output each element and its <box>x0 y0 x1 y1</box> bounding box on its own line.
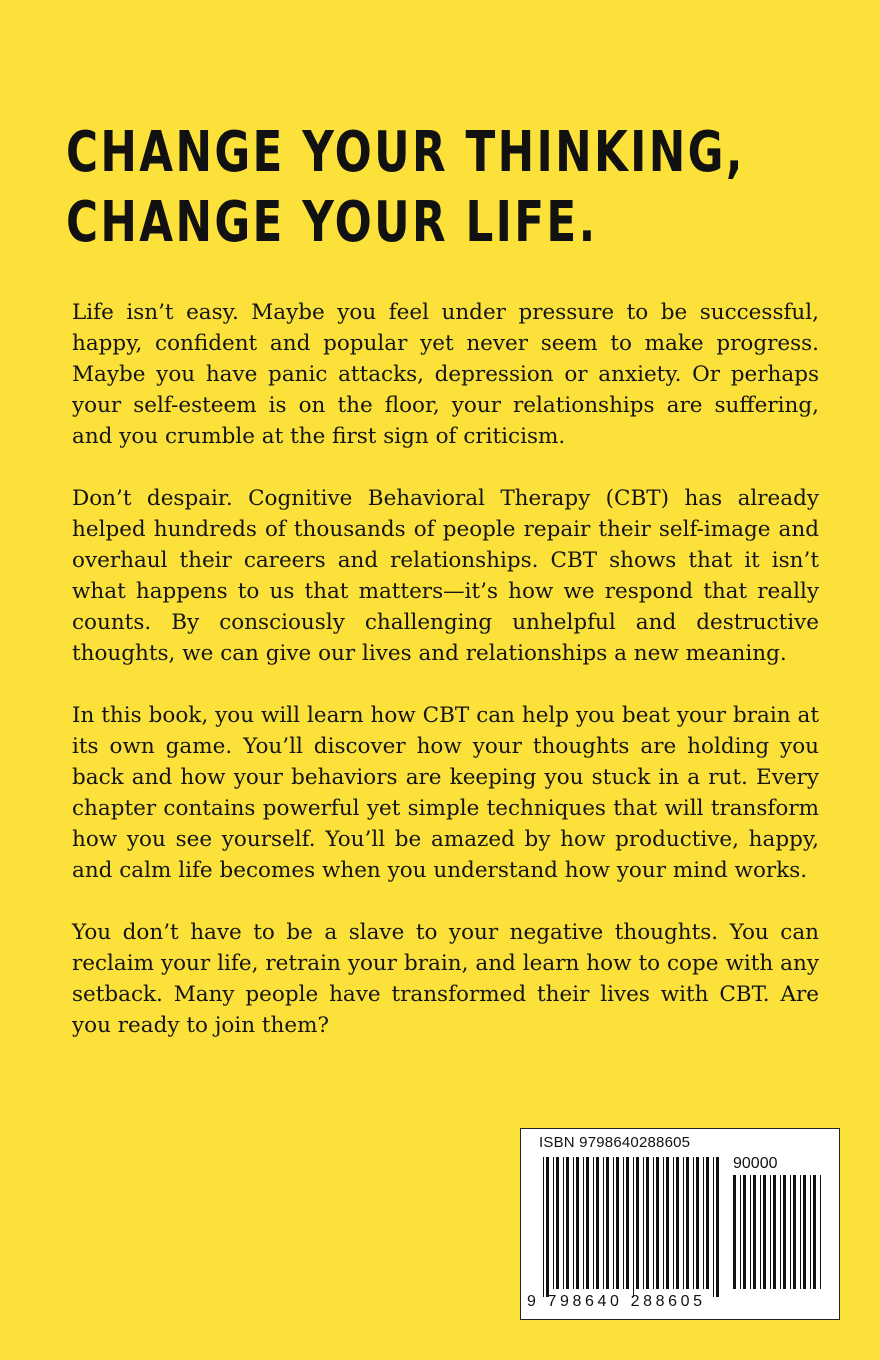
isbn-label: ISBN 9798640288605 <box>539 1134 691 1151</box>
barcode-bars <box>521 1129 839 1319</box>
barcode-bar <box>683 1157 684 1289</box>
blurb-paragraph-1: Life isn’t easy. Maybe you feel under pressure to be successful, happy, confident and popular yet never seem to make progress. Maybe you have panic attacks, depression or anxiety. Or perhaps your self-esteem is on the floor, your relationships are suffering, and you crumble at the first sign of criticism. <box>72 300 819 449</box>
barcode-bar <box>583 1157 584 1289</box>
barcode-bar <box>656 1157 659 1289</box>
blurb <box>72 297 819 1041</box>
barcode-bar <box>623 1157 624 1289</box>
barcode-bar <box>753 1175 756 1289</box>
barcode-bar <box>636 1157 639 1289</box>
barcode-bar <box>653 1157 654 1289</box>
barcode-bar <box>633 1157 634 1297</box>
headline-line-1: CHANGE YOUR THINKING, <box>66 120 745 185</box>
barcode-bar <box>793 1175 796 1289</box>
barcode-bar <box>760 1175 761 1289</box>
barcode-bar <box>543 1157 544 1297</box>
barcode-bar <box>696 1157 699 1289</box>
barcode-bar <box>763 1175 766 1289</box>
barcode-bar <box>546 1157 549 1297</box>
barcode-bar <box>646 1157 649 1289</box>
barcode-bar <box>586 1157 589 1289</box>
barcode-bar <box>813 1175 816 1289</box>
barcode-bar <box>603 1157 604 1289</box>
blurb-paragraph-3: In this book, you will learn how CBT can help you beat your brain at its own game. You’ll discover how your thoughts are holding you back and how your behaviors are keeping you stuck in a rut. Every chapter contains powerful yet simple techniques that will transform how you see yourself. You’ll be amazed by how productive, happy, and calm life becomes when you understand how your mind works. <box>72 703 819 883</box>
headline <box>66 118 745 258</box>
barcode-bar <box>566 1157 569 1289</box>
barcode-bar <box>713 1157 714 1297</box>
barcode-bar <box>643 1157 644 1289</box>
barcode-bar <box>790 1175 791 1289</box>
barcode-bar <box>563 1157 564 1289</box>
barcode-box <box>520 1128 840 1320</box>
barcode-bar <box>743 1175 746 1289</box>
blurb-paragraph-2: Don’t despair. Cognitive Behavioral Therapy (CBT) has already helped hundreds of thousands of people repair their self-image and overhaul their careers and relationships. CBT shows that it isn’t what happens to us that matters—it’s how we respond that really counts. By consciously challenging unhelpful and destructive thoughts, we can give our lives and relationships a new meaning. <box>72 486 819 666</box>
barcode-bar <box>576 1157 579 1289</box>
barcode-bar <box>803 1175 806 1289</box>
barcode-bar <box>673 1157 674 1289</box>
barcode-bar <box>556 1157 559 1289</box>
barcode-bar <box>706 1157 709 1289</box>
barcode-bar <box>800 1175 801 1289</box>
barcode-bar <box>783 1175 786 1289</box>
barcode-bar <box>676 1157 679 1289</box>
barcode-bar <box>613 1157 614 1289</box>
barcode-bar <box>773 1175 776 1289</box>
barcode-bar <box>820 1175 821 1289</box>
barcode-bar <box>810 1175 811 1289</box>
barcode-bar <box>573 1157 574 1289</box>
barcode-bar <box>733 1175 736 1289</box>
barcode-bar <box>606 1157 609 1289</box>
barcode-bar <box>666 1157 669 1289</box>
barcode-bar <box>686 1157 689 1289</box>
barcode-bar <box>663 1157 664 1289</box>
barcode-bar <box>616 1157 619 1289</box>
barcode-bar <box>693 1157 694 1289</box>
barcode-bar <box>770 1175 771 1289</box>
barcode-digits: 9 798640 288605 <box>527 1293 706 1310</box>
barcode-bar <box>716 1157 719 1297</box>
barcode-bar <box>626 1157 629 1289</box>
barcode-bar <box>780 1175 781 1289</box>
price-code: 90000 <box>733 1155 778 1172</box>
barcode-bar <box>750 1175 751 1289</box>
barcode-bar <box>740 1175 741 1289</box>
barcode-bar <box>596 1157 599 1289</box>
barcode-bar <box>593 1157 594 1289</box>
barcode-bar <box>703 1157 704 1289</box>
blurb-paragraph-4: You don’t have to be a slave to your negative thoughts. You can reclaim your life, retrain your brain, and learn how to cope with any setback. Many people have transformed their lives with CBT. Are you ready to join them? <box>72 920 819 1038</box>
barcode-bar <box>553 1157 554 1289</box>
headline-line-2: CHANGE YOUR LIFE. <box>66 190 598 255</box>
